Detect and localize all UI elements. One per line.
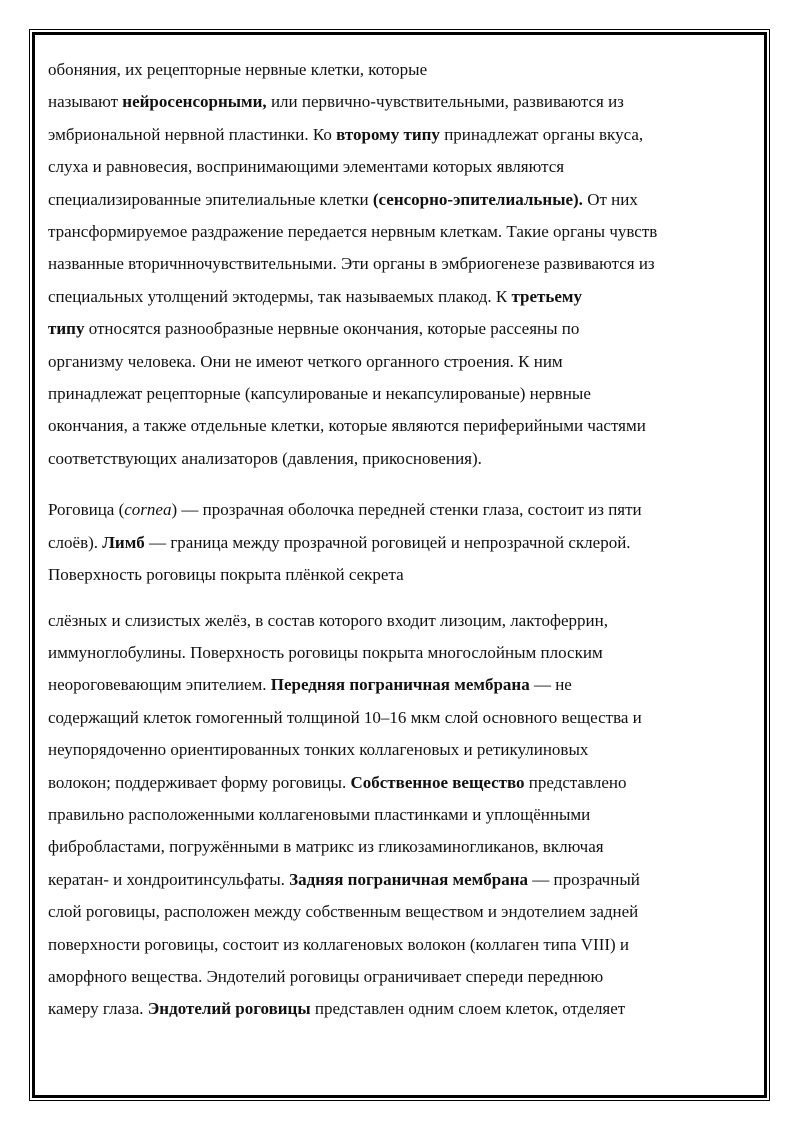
text-run: принадлежат рецепторные (капсулированые и некапсулированые) нервные xyxy=(48,384,591,404)
text-run: — не xyxy=(529,675,572,695)
text-line xyxy=(48,702,748,734)
bold-term: Передняя пограничная мембрана xyxy=(270,675,530,695)
text-line xyxy=(48,993,748,1025)
paragraph-spacer xyxy=(48,592,748,605)
text-line xyxy=(48,313,748,345)
italic-term: cornea xyxy=(124,500,172,520)
text-run: относятся разнообразные нервные окончания, которые рассеяны по xyxy=(84,319,580,339)
text-line xyxy=(48,896,748,928)
text-run: называют xyxy=(48,92,123,112)
text-line xyxy=(48,559,748,591)
text-line xyxy=(48,799,748,831)
text-run: От них xyxy=(582,189,638,209)
text-line xyxy=(48,346,748,378)
text-run: Роговица ( xyxy=(48,500,125,520)
bold-term: типу xyxy=(48,319,85,339)
text-run: Поверхность роговицы покрыта плёнкой секрета xyxy=(48,565,404,585)
paragraph-cornea-intro xyxy=(48,494,748,591)
text-run: представлено xyxy=(524,772,627,792)
text-run: представлен одним слоем клеток, отделяет xyxy=(310,999,626,1019)
text-line xyxy=(48,734,748,766)
text-run: специальных утолщений эктодермы, так называемых плакод. К xyxy=(48,286,512,306)
text-run: ) — прозрачная оболочка передней стенки глаза, состоит из пяти xyxy=(171,500,642,520)
text-line xyxy=(48,151,748,183)
text-line xyxy=(48,605,748,637)
text-run: слёзных и слизистых желёз, в состав которого входит лизоцим, лактоферрин, xyxy=(48,610,608,630)
text-line xyxy=(48,831,748,863)
text-line xyxy=(48,86,748,118)
text-run: слуха и равновесия, воспринимающими элементами которых являются xyxy=(48,157,565,177)
text-line xyxy=(48,637,748,669)
text-run: эмбриональной нервной пластинки. Ко xyxy=(48,124,337,144)
text-run: трансформируемое раздражение передается нервным клеткам. Такие органы чувств xyxy=(48,222,658,242)
paragraph-cornea-layers xyxy=(48,605,748,1026)
paragraph-spacer xyxy=(48,475,748,494)
text-line xyxy=(48,669,748,701)
text-run: принадлежат органы вкуса, xyxy=(439,124,644,144)
bold-term: третьему xyxy=(511,286,582,306)
bold-term: Собственное вещество xyxy=(350,772,525,792)
text-run: кератан- и хондроитинсульфаты. xyxy=(48,869,290,889)
text-run: фибробластами, погружёнными в матрикс из гликозаминогликанов, включая xyxy=(48,837,604,857)
bold-term: нейросенсорными, xyxy=(122,92,267,112)
text-run: окончания, а также отдельные клетки, которые являются периферийными частями xyxy=(48,416,646,436)
text-run: соответствующих анализаторов (давления, прикосновения). xyxy=(48,448,482,468)
text-run: слой роговицы, расположен между собственным веществом и эндотелием задней xyxy=(48,902,639,922)
paragraph-sense-organ-types xyxy=(48,54,748,475)
text-run: названные вторичнночувствительными. Эти органы в эмбриогенезе развиваются из xyxy=(48,254,655,274)
text-run: — прозрачный xyxy=(528,869,640,889)
text-line xyxy=(48,119,748,151)
text-run: волокон; поддерживает форму роговицы. xyxy=(48,772,351,792)
text-run: иммуноглобулины. Поверхность роговицы покрыта многослойным плоским xyxy=(48,642,603,662)
text-run: камеру глаза. xyxy=(48,999,148,1019)
text-run: аморфного вещества. Эндотелий роговицы ограничивает спереди переднюю xyxy=(48,966,604,986)
text-line xyxy=(48,864,748,896)
text-line xyxy=(48,281,748,313)
bold-term: (сенсорно-эпителиальные). xyxy=(372,189,583,209)
text-line xyxy=(48,378,748,410)
text-line xyxy=(48,216,748,248)
text-line xyxy=(48,184,748,216)
bold-term: Лимб xyxy=(102,532,145,552)
text-run: неупорядоченно ориентированных тонких коллагеновых и ретикулиновых xyxy=(48,740,589,760)
text-line xyxy=(48,54,748,86)
text-line xyxy=(48,767,748,799)
text-run: — граница между прозрачной роговицей и непрозрачной склерой. xyxy=(144,532,631,552)
text-line xyxy=(48,443,748,475)
text-line xyxy=(48,527,748,559)
text-run: поверхности роговицы, состоит из коллагеновых волокон (коллаген типа VIII) и xyxy=(48,934,630,954)
text-line xyxy=(48,410,748,442)
text-run: организму человека. Они не имеют четкого органного строения. К ним xyxy=(48,351,563,371)
text-run: специализированные эпителиальные клетки xyxy=(48,189,373,209)
text-line xyxy=(48,494,748,526)
bold-term: Эндотелий роговицы xyxy=(147,999,311,1019)
bold-term: Задняя пограничная мембрана xyxy=(289,869,528,889)
text-run: правильно расположенными коллагеновыми пластинками и уплощёнными xyxy=(48,804,591,824)
text-line xyxy=(48,961,748,993)
text-run: или первично-чувствительными, развиваются из xyxy=(266,92,624,112)
bold-term: второму типу xyxy=(336,124,440,144)
text-run: содержащий клеток гомогенный толщиной 10–16 мкм слой основного вещества и xyxy=(48,707,642,727)
text-run: слоёв). xyxy=(48,532,103,552)
document-body xyxy=(48,54,748,1026)
text-line xyxy=(48,248,748,280)
text-run: обоняния, их рецепторные нервные клетки, которые xyxy=(48,60,428,79)
text-run: неороговевающим эпителием. xyxy=(48,675,271,695)
text-line xyxy=(48,929,748,961)
